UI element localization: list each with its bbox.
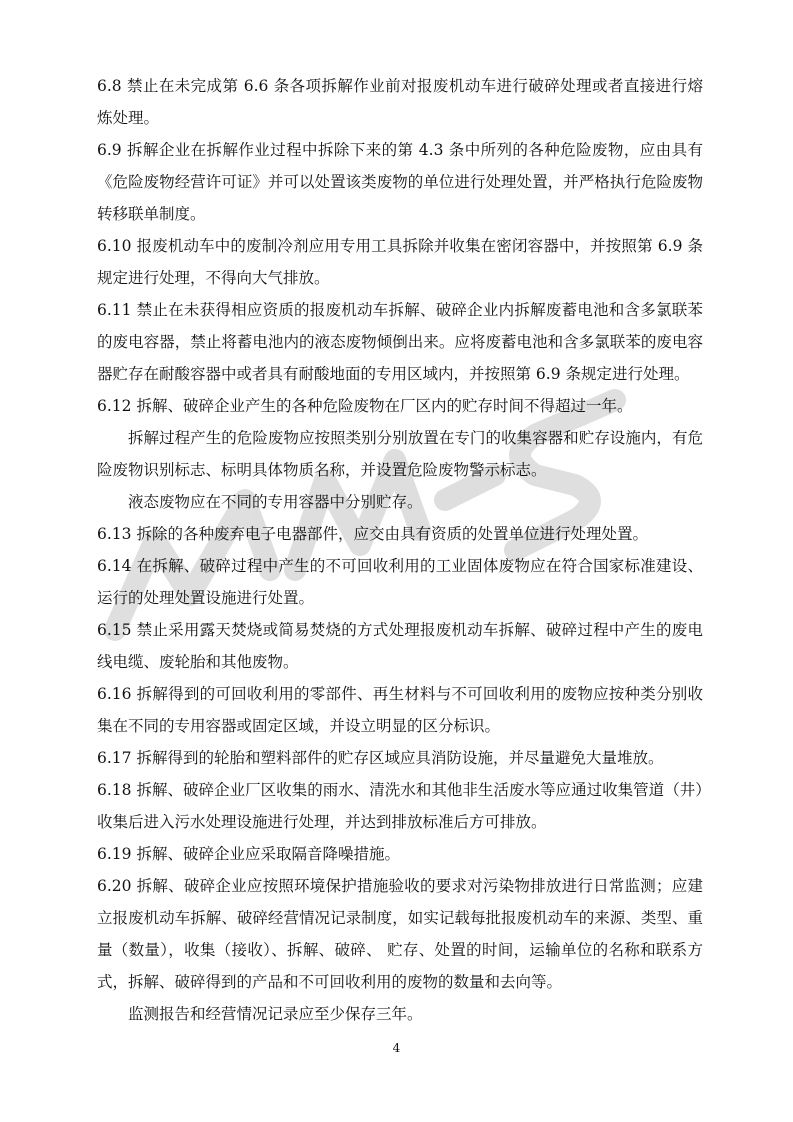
paragraph: 监测报告和经营情况记录应至少保存三年。 [128, 1005, 423, 1023]
paragraph: 拆解过程产生的危险废物应按照类别分别放置在专门的收集容器和贮存设施内，有危险废物识别标志、标明具体物质名称，并设置危险废物警示标志。 [97, 429, 703, 479]
paragraph: 6.16 拆解得到的可回收利用的零部件、再生材料与不可回收利用的废物应按种类分别收集在不同的专用容器或固定区域，并设立明显的区分标识。 [97, 685, 703, 735]
paragraph: 6.11 禁止在未获得相应资质的报废机动车拆解、破碎企业内拆解废蓄电池和含多氯联苯的废电容器，禁止将蓄电池内的液态废物倾倒出来。应将废蓄电池和含多氯联苯的废电容器贮存在耐酸容器中或者具有耐酸地面的专用区域内，并按照第 6.9 条规定进行处理。 [97, 301, 703, 383]
paragraph: 6.17 拆解得到的轮胎和塑料部件的贮存区域应具消防设施，并尽量避免大量堆放。 [97, 749, 664, 767]
paragraph: 6.12 拆解、破碎企业产生的各种危险废物在厂区内的贮存时间不得超过一年。 [97, 397, 633, 415]
paragraph: 6.14 在拆解、破碎过程中产生的不可回收利用的工业固体废物应在符合国家标准建设、运行的处理处置设施进行处置。 [97, 557, 703, 607]
paragraph: 6.13 拆除的各种废弃电子电器部件，应交由具有资质的处置单位进行处理处置。 [97, 525, 648, 543]
paragraph: 6.20 拆解、破碎企业应按照环境保护措施验收的要求对污染物排放进行日常监测；应建立报废机动车拆解、破碎经营情况记录制度，如实记载每批报废机动车的来源、类型、重量（数量），收集（接收）、拆解、破碎、 贮存、处置的时间，运输单位的名称和联系方式，拆解、破碎得到的产品和不可回收利用的废物的数量和去向等。 [97, 877, 703, 991]
paragraph: 6.9 拆解企业在拆解作业过程中拆除下来的第 4.3 条中所列的各种危险废物，应由具有《危险废物经营许可证》并可以处置该类废物的单位进行处理处置，并严格执行危险废物转移联单制度。 [97, 141, 703, 223]
paragraph: 6.19 拆解、破碎企业应采取隔音降噪措施。 [97, 845, 400, 863]
paragraph: 6.15 禁止采用露天焚烧或简易焚烧的方式处理报废机动车拆解、破碎过程中产生的废电线电缆、废轮胎和其他废物。 [97, 621, 703, 671]
paragraph: 6.10 报废机动车中的废制冷剂应用专用工具拆除并收集在密闭容器中，并按照第 6.9 条规定进行处理，不得向大气排放。 [97, 237, 703, 287]
page-number: 4 [392, 1041, 401, 1055]
paragraph: 6.8 禁止在未完成第 6.6 条各项拆解作业前对报废机动车进行破碎处理或者直接进行熔炼处理。 [97, 77, 703, 127]
paragraph: 液态废物应在不同的专用容器中分别贮存。 [128, 493, 423, 511]
paragraph: 6.18 拆解、破碎企业厂区收集的雨水、清洗水和其他非生活废水等应通过收集管道（井）收集后进入污水处理设施进行处理，并达到排放标准后方可排放。 [97, 781, 703, 831]
document-body [97, 70, 703, 1030]
